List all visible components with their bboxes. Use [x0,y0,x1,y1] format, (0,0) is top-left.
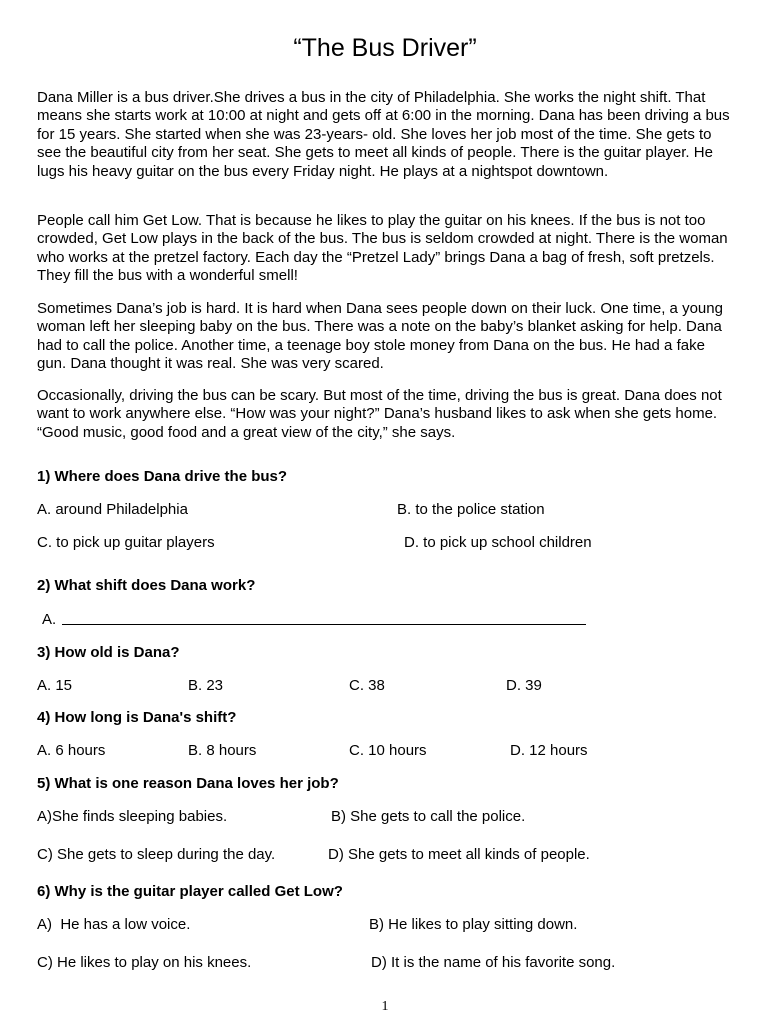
q4-option-a: A. 6 hours [37,742,106,759]
q3-option-a: A. 15 [37,677,73,694]
q3-option-b: B. 23 [188,677,224,694]
q6-option-a: A) He has a low voice. [37,916,191,933]
q1-option-b: B. to the police station [397,501,545,518]
q4-option-d: D. 12 hours [510,742,588,759]
story-paragraph-1: Dana Miller is a bus driver.She drives a bus in the city of Philadelphia. She works the night shift. That means she starts work at 10:00 at night and gets off at 6:00 in the morning. Dana has been driving a bus for 15 years. She started when she was 23-years- old. She loves her job most of the time. She gets to see the beautiful city from her seat. She gets to meet all kinds of people. There is the guitar player. He lugs his heavy guitar on the bus every Friday night. He plays at a nightspot downtown. [37,89,730,180]
q6-option-c: C) He likes to play on his knees. [37,954,252,971]
story-paragraph-3: Sometimes Dana’s job is hard. It is hard when Dana sees people down on their luck. One time, a young woman left her sleeping baby on the bus. There was a note on the baby’s blanket asking for help. Dana had to call the police. Another time, a teenage boy stole money from Dana on the bus. He had a fake gun. Dana thought it was real. She was very scared. [37,300,723,373]
answer-line[interactable] [62,624,586,625]
q2-option-a: A. [42,611,57,628]
question-4: 4) How long is Dana's shift? [37,709,237,726]
story-paragraph-4: Occasionally, driving the bus can be scary. But most of the time, driving the bus is great. Dana does not want to work anywhere else. “How was your night?” Dana’s husband likes to ask when she gets home. “Good music, good food and a great view of the city,” she says. [37,387,722,441]
q4-option-b: B. 8 hours [188,742,257,759]
q4-option-c: C. 10 hours [349,742,427,759]
q5-option-a: A)She finds sleeping babies. [37,808,228,825]
q5-option-c: C) She gets to sleep during the day. [37,846,276,863]
q3-option-c: C. 38 [349,677,385,694]
story-paragraph-2: People call him Get Low. That is because he likes to play the guitar on his knees. If the bus is not too crowded, Get Low plays in the back of the bus. The bus is seldom crowded at night. There is the woman who works at the pretzel factory. Each day the “Pretzel Lady” brings Dana a bag of fresh, soft pretzels. They fill the bus with a wonderful smell! [37,212,728,285]
question-5: 5) What is one reason Dana loves her job? [37,775,339,792]
question-6: 6) Why is the guitar player called Get Low? [37,883,343,900]
q3-option-d: D. 39 [506,677,542,694]
q5-option-d: D) She gets to meet all kinds of people. [328,846,590,863]
page-title: “The Bus Driver” [293,34,477,62]
q5-option-b: B) She gets to call the police. [331,808,526,825]
q1-option-a: A. around Philadelphia [37,501,188,518]
question-1: 1) Where does Dana drive the bus? [37,468,288,485]
q6-option-d: D) It is the name of his favorite song. [371,954,616,971]
q6-option-b: B) He likes to play sitting down. [369,916,578,933]
page-number: 1 [381,999,389,1014]
q1-option-c: C. to pick up guitar players [37,534,215,551]
q1-option-d: D. to pick up school children [404,534,592,551]
question-2: 2) What shift does Dana work? [37,577,256,594]
question-3: 3) How old is Dana? [37,644,180,661]
